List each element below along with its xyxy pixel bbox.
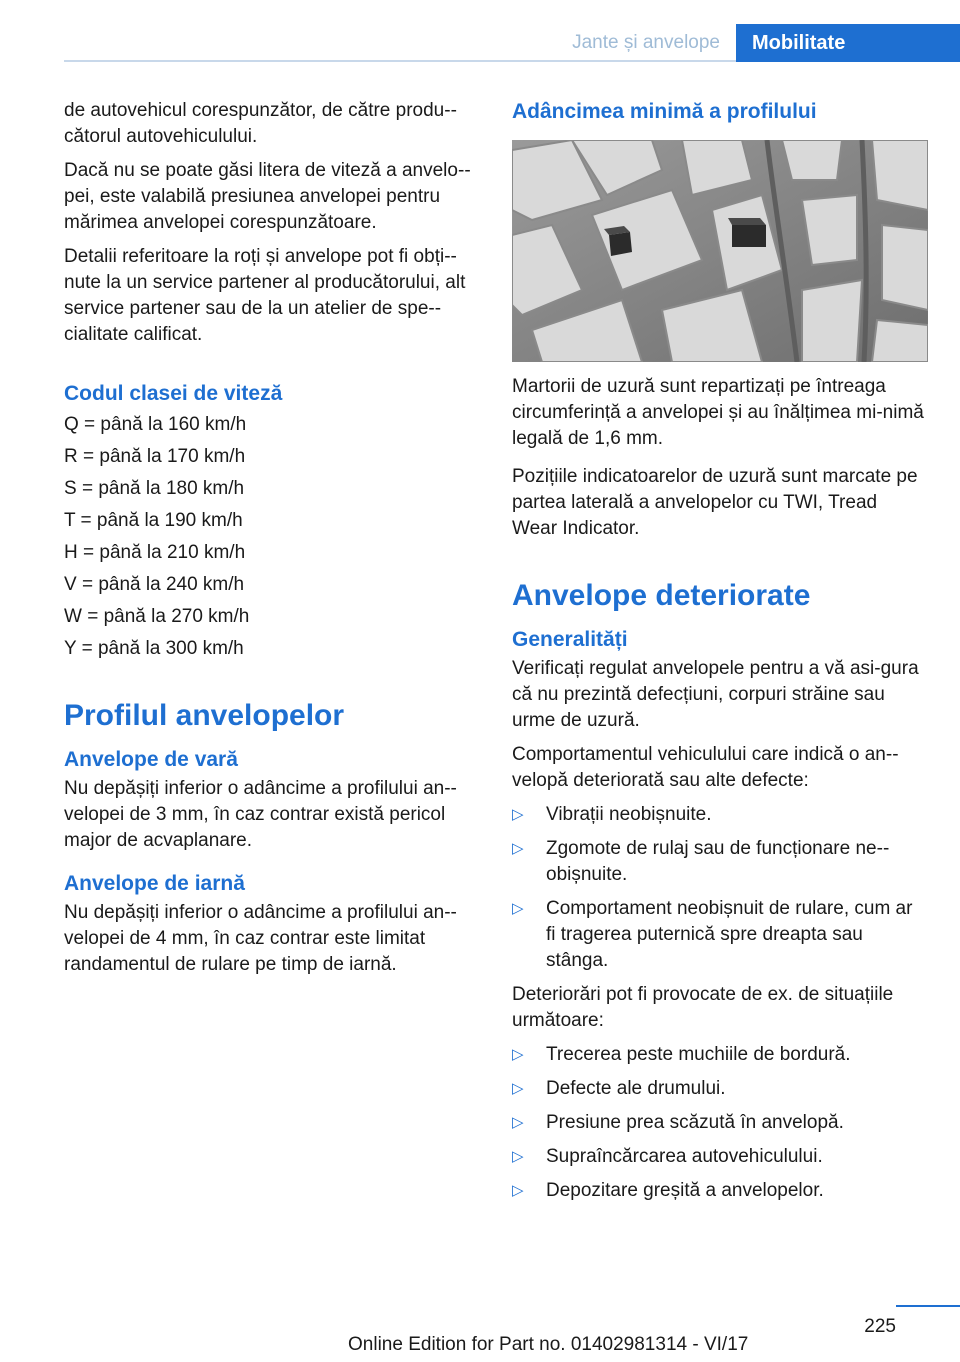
min-depth-text-2: Pozițiile indicatoarelor de uzură sunt marcate pe partea laterală a anvelopelor cu TWI, Tread Wear Indicator.	[512, 466, 918, 539]
list-item	[512, 836, 924, 888]
general-text: Verificați regulat anvelopele pentru a vă asi-gura că nu prezintă defecțiuni, corpuri străine sau urme de uzură.	[512, 658, 919, 731]
list-item	[512, 1076, 924, 1102]
list-item-text: Zgomote de rulaj sau de funcționare ne-obișnuite.	[546, 838, 890, 885]
intro-paragraph-3: Detalii referitoare la roți și anvelope pot fi obți-nute la un service partener al producătorului, alt service partener sau de la un atelier de spe-cialitate calificat.	[64, 246, 466, 345]
damaged-tires-heading: Anvelope deteriorate	[512, 579, 811, 612]
triangle-bullet-icon: ▷	[512, 1114, 524, 1131]
list-item-text: Comportament neobișnuit de rulare, cum ar fi tragerea puternică spre dreapta sau stânga.	[546, 898, 913, 971]
header-section-title: Jante și anvelope	[572, 32, 720, 53]
speed-code-item: R = până la 170 km/h	[64, 446, 246, 467]
list-item-text: Supraîncărcarea autovehiculului.	[546, 1146, 823, 1167]
edition-footer: Online Edition for Part no. 01402981314 - VI/17	[348, 1334, 749, 1355]
speed-code-item: Q = până la 160 km/h	[64, 414, 247, 435]
triangle-bullet-icon: ▷	[512, 806, 524, 823]
list-item	[512, 1042, 924, 1068]
summer-tires-heading: Anvelope de vară	[64, 748, 238, 771]
min-depth-heading: Adâncimea minimă a profilului	[512, 100, 817, 123]
speed-code-list	[64, 412, 478, 662]
winter-tires-heading: Anvelope de iarnă	[64, 872, 245, 895]
behavior-list	[512, 802, 924, 974]
intro-paragraph-1: de autovehicul corespunzător, de către produ-cătorul autovehiculului.	[64, 100, 457, 147]
speed-code-item: V = până la 240 km/h	[64, 574, 245, 595]
triangle-bullet-icon: ▷	[512, 1148, 524, 1165]
page-number: 225	[864, 1316, 896, 1337]
general-heading: Generalități	[512, 628, 628, 651]
behavior-text: Comportamentul vehiculului care indică o an-velopă deteriorată sau alte defecte:	[512, 744, 899, 791]
triangle-bullet-icon: ▷	[512, 1182, 524, 1199]
speed-code-item: Y = până la 300 km/h	[64, 638, 244, 659]
triangle-bullet-icon: ▷	[512, 1046, 524, 1063]
left-column	[64, 98, 478, 986]
intro-paragraph-2: Dacă nu se poate găsi litera de viteză a anvelo-pei, este valabilă presiunea anvelopei pentru mărimea anvelopei corespunzătoare.	[64, 160, 471, 233]
causes-list	[512, 1042, 924, 1204]
list-item	[512, 896, 924, 974]
speed-code-item: T = până la 190 km/h	[64, 510, 243, 531]
tire-profile-heading: Profilul anvelopelor	[64, 699, 345, 732]
triangle-bullet-icon: ▷	[512, 1080, 524, 1097]
list-item	[512, 1110, 924, 1136]
list-item-text: Vibrații neobișnuite.	[546, 804, 712, 825]
speed-class-heading: Codul clasei de viteză	[64, 382, 283, 405]
footer-rule	[896, 1305, 960, 1307]
tread-wear-indicator-image	[512, 140, 928, 362]
right-column	[512, 98, 924, 1212]
header-chapter-tab: Mobilitate	[736, 24, 960, 62]
list-item-text: Defecte ale drumului.	[546, 1078, 726, 1099]
list-item	[512, 802, 924, 828]
winter-tires-text: Nu depășiți inferior o adâncime a profilului an-velopei de 4 mm, în caz contrar este limitat randamentul de rulare pe timp de iarnă.	[64, 902, 457, 975]
list-item-text: Trecerea peste muchiile de bordură.	[546, 1044, 851, 1065]
list-item	[512, 1144, 924, 1170]
speed-code-item: S = până la 180 km/h	[64, 478, 245, 499]
causes-text: Deteriorări pot fi provocate de ex. de situațiile următoare:	[512, 984, 894, 1031]
speed-code-item: W = până la 270 km/h	[64, 606, 250, 627]
list-item-text: Presiune prea scăzută în anvelopă.	[546, 1112, 844, 1133]
summer-tires-text: Nu depășiți inferior o adâncime a profilului an-velopei de 3 mm, în caz contrar există pericol major de acvaplanare.	[64, 778, 457, 851]
min-depth-text-1: Martorii de uzură sunt repartizați pe întreaga circumferință a anvelopei și au înălțimea mi-nimă legală de 1,6 mm.	[512, 376, 924, 449]
triangle-bullet-icon: ▷	[512, 840, 524, 857]
triangle-bullet-icon: ▷	[512, 900, 524, 917]
speed-code-item: H = până la 210 km/h	[64, 542, 246, 563]
list-item-text: Depozitare greșită a anvelopelor.	[546, 1180, 824, 1201]
list-item	[512, 1178, 924, 1204]
